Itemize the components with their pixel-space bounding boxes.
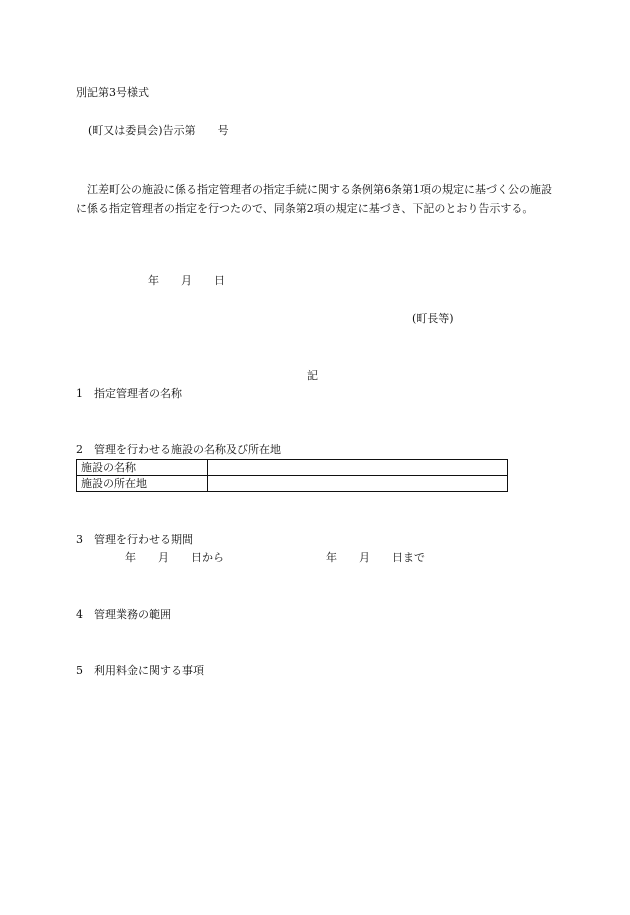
facility-address-label: 施設の所在地 bbox=[77, 476, 208, 492]
notice-date: 年 月 日 bbox=[148, 274, 225, 287]
item-1-heading: 1 指定管理者の名称 bbox=[76, 387, 182, 400]
notice-header: (町又は委員会)告示第 号 bbox=[88, 124, 229, 137]
table-row bbox=[77, 476, 508, 492]
body-paragraph: 江差町公の施設に係る指定管理者の指定手続に関する条例第6条第1項の規定に基づく公の施設に係る指定管理者の指定を行つたので、同条第2項の規定に基づき、下記のとおり告示する。 bbox=[76, 183, 552, 215]
signatory: (町長等) bbox=[412, 312, 454, 325]
table-row bbox=[77, 460, 508, 476]
item-4-heading: 4 管理業務の範囲 bbox=[76, 608, 171, 621]
facility-table bbox=[76, 459, 508, 492]
facility-name-label: 施設の名称 bbox=[77, 460, 208, 476]
item-2-heading: 2 管理を行わせる施設の名称及び所在地 bbox=[76, 443, 281, 456]
period-start: 年 月 日から bbox=[125, 551, 224, 564]
facility-address-value bbox=[208, 476, 508, 492]
period-end: 年 月 日まで bbox=[326, 551, 425, 564]
item-5-heading: 5 利用料金に関する事項 bbox=[76, 664, 204, 677]
facility-name-value bbox=[208, 460, 508, 476]
item-3-heading: 3 管理を行わせる期間 bbox=[76, 533, 193, 546]
form-label: 別記第3号様式 bbox=[76, 86, 149, 99]
ki-heading: 記 bbox=[307, 369, 318, 382]
